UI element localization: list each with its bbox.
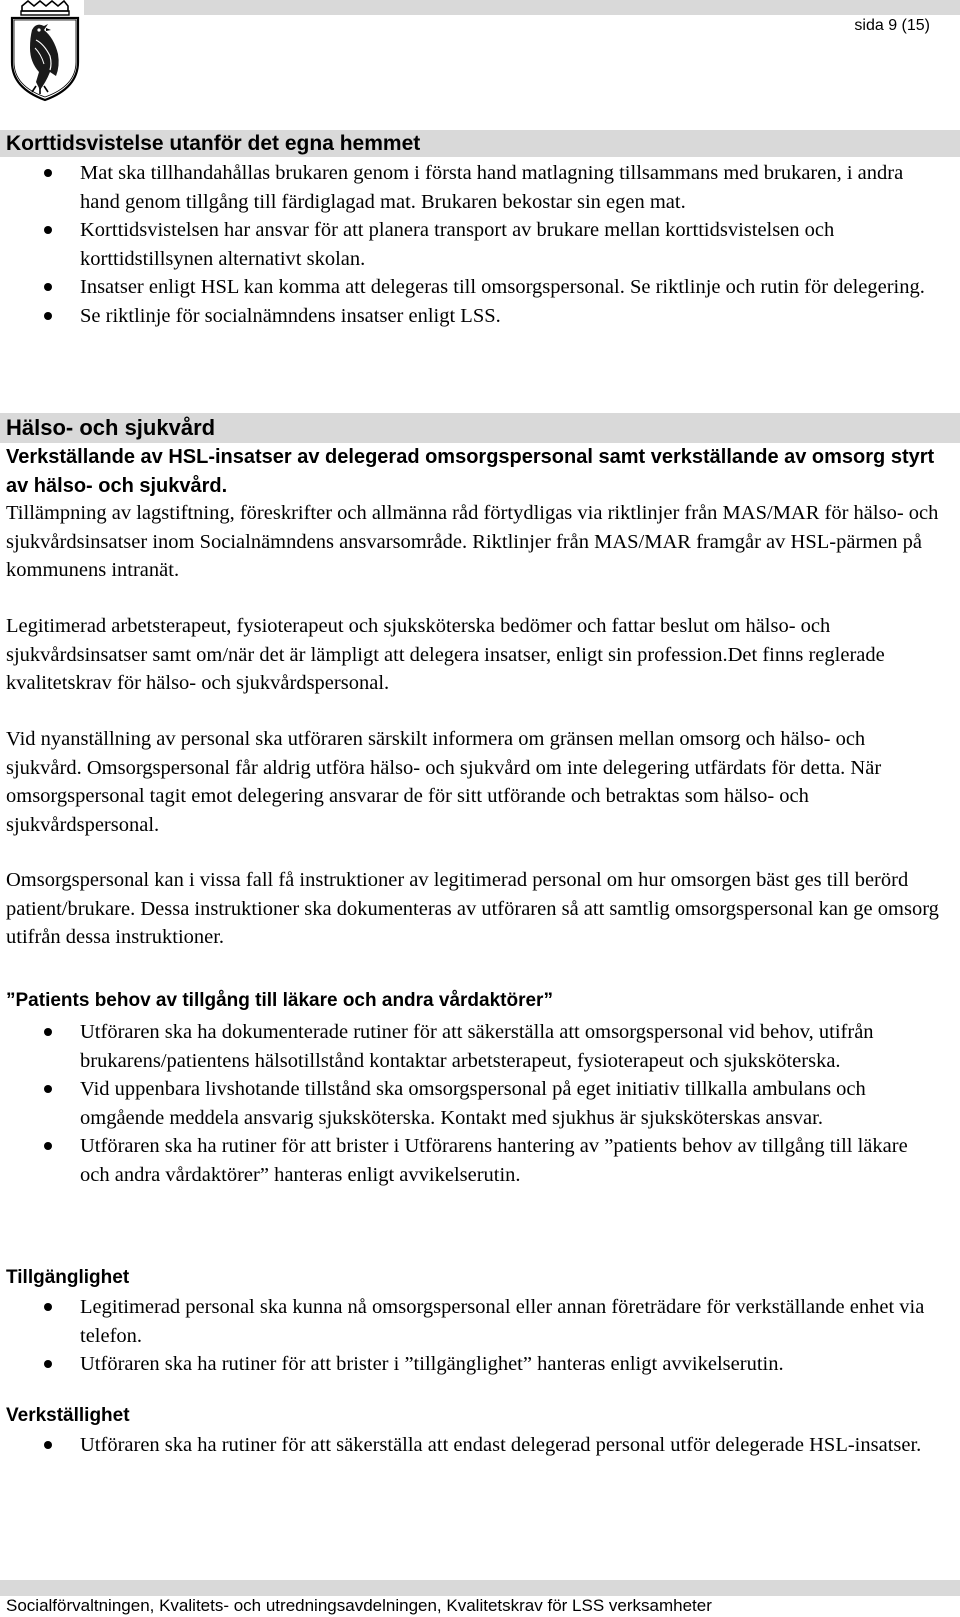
tillganglighet-list bbox=[0, 1293, 930, 1379]
footer-text: Socialförvaltningen, Kvalitets- och utredningsavdelningen, Kvalitetskrav för LSS verksamheter bbox=[6, 1596, 712, 1615]
paragraph: Omsorgspersonal kan i vissa fall få instruktioner av legitimerad personal om hur omsorgen bäst ges till berörd patient/brukare. Dessa instruktioner ska dokumenteras av utföraren så att samtlig omsorgspersonal kan ge omsorg utifrån dessa instruktioner. bbox=[6, 869, 939, 948]
paragraph: Tillämpning av lagstiftning, föreskrifter och allmänna råd förtydligas via riktlinjer från MAS/MAR för hälso- och sjukvårdsinsatser inom Socialnämndens ansvarsområde. Riktlinjer från MAS/MAR framgår av HSL-pärmen på kommunens intranät. bbox=[6, 502, 939, 581]
page-number: sida 9 (15) bbox=[854, 17, 930, 34]
subheading-tillganglighet: Tillgänglighet bbox=[6, 1267, 130, 1288]
list-item: Utföraren ska ha dokumenterade rutiner för att säkerställa att omsorgspersonal vid behov, utifrån brukarens/patientens hälsotillstånd kontaktar arbetsterapeut, fysioterapeut och sjuksköterska. bbox=[0, 1018, 930, 1075]
list-item: Utföraren ska ha rutiner för att brister i Utförarens hantering av ”patients behov av tillgång till läkare och andra vårdaktörer” hanteras enligt avvikelserutin. bbox=[0, 1132, 930, 1189]
korttidsvistelse-list bbox=[0, 159, 930, 330]
section-subheading: Verkställande av HSL-insatser av delegerad omsorgspersonal samt verkställande av omsorg styrt av hälso- och sjukvård. bbox=[6, 446, 935, 497]
list-item: Utföraren ska ha rutiner för att säkerställa att endast delegerad personal utför delegerade HSL-insatser. bbox=[0, 1431, 930, 1460]
subheading-verkstallighet: Verkställighet bbox=[6, 1405, 130, 1426]
footer-bar bbox=[0, 1580, 960, 1596]
section-heading-halso-och-sjukvard: Hälso- och sjukvård bbox=[0, 413, 960, 443]
subheading-patients-behov: ”Patients behov av tillgång till läkare och andra vårdaktörer” bbox=[6, 990, 553, 1011]
paragraph: Legitimerad arbetsterapeut, fysioterapeut och sjuksköterska bedömer och fattar beslut om hälso- och sjukvårdsinsatser samt om/när det är lämpligt att delegera insatser, enligt sin profession.Det finns reglerade kvalitetskrav för hälso- och sjukvårdspersonal. bbox=[6, 615, 885, 694]
verkstallighet-list bbox=[0, 1431, 930, 1460]
list-item: Vid uppenbara livshotande tillstånd ska omsorgspersonal på eget initiativ tillkalla ambulans och omgående meddela ansvarig sjuksköterska. Kontakt med sjukhus är sjuksköterskas ansvar. bbox=[0, 1075, 930, 1132]
patients-behov-list bbox=[0, 1018, 930, 1189]
list-item: Mat ska tillhandahållas brukaren genom i första hand matlagning tillsammans med brukaren, i andra hand genom tillgång till färdiglagad mat. Brukaren bekostar sin egen mat. bbox=[0, 159, 930, 216]
list-item: Legitimerad personal ska kunna nå omsorgspersonal eller annan företrädare för verkställande enhet via telefon. bbox=[0, 1293, 930, 1350]
section-heading-korttidsvistelse: Korttidsvistelse utanför det egna hemmet bbox=[0, 130, 960, 157]
list-item: Utföraren ska ha rutiner för att brister i ”tillgänglighet” hanteras enligt avvikelserutin. bbox=[0, 1350, 930, 1379]
list-item: Korttidsvistelsen har ansvar för att planera transport av brukare mellan korttidsvistelsen och korttidstillsynen alternativt skolan. bbox=[0, 216, 930, 273]
list-item: Insatser enligt HSL kan komma att delegeras till omsorgspersonal. Se riktlinje och rutin för delegering. bbox=[0, 273, 930, 302]
falcon-coat-of-arms-icon bbox=[6, 0, 84, 104]
header-bar bbox=[84, 0, 960, 15]
paragraph: Vid nyanställning av personal ska utföraren särskilt informera om gränsen mellan omsorg och hälso- och sjukvård. Omsorgspersonal får aldrig utföra hälso- och sjukvård om inte delegering utfärdats för detta. När omsorgspersonal tagit emot delegering ansvarar de för sitt utförande och betraktas som hälso- och sjukvårdspersonal. bbox=[6, 728, 882, 836]
list-item: Se riktlinje för socialnämndens insatser enligt LSS. bbox=[0, 302, 930, 331]
